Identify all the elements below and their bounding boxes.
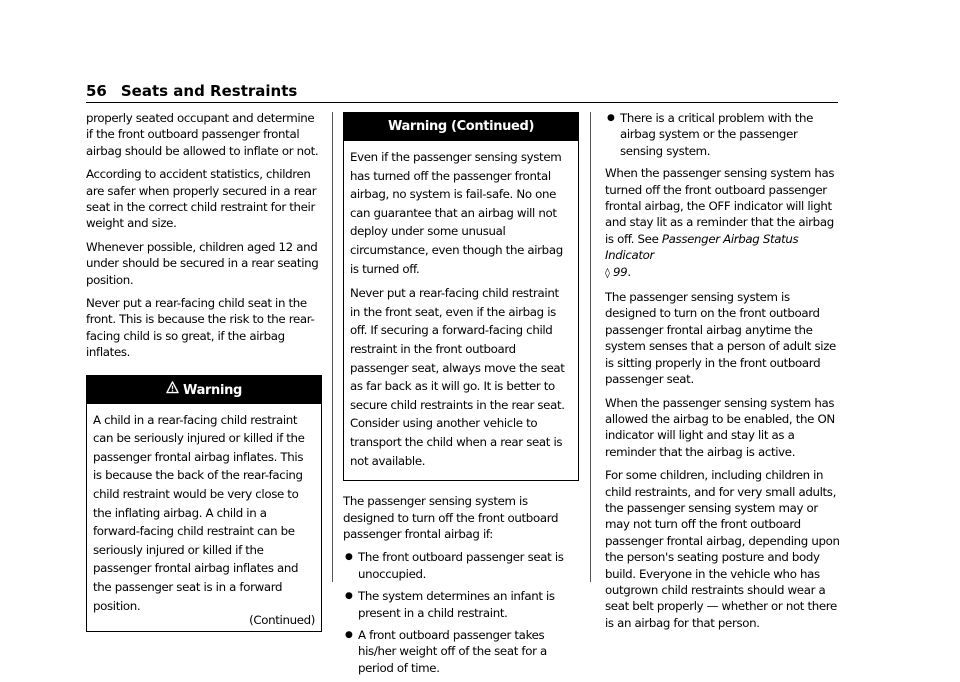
paragraph: For some children, including children in child restraints, and for very small adults, the passenger sensing system may or may not turn off the front outboard passenger frontal airbag, depending upon the person's seating posture and body build. Everyone in the vehicle who has outgrown child restraints should wear a seat belt properly — whether or not there is an airbag for that person. — [605, 468, 840, 630]
paragraph-text: When the passenger sensing system has turned off the front outboard passenger frontal airbag, the OFF indicator will light and stay lit as a reminder that the airbag is off. See — [605, 166, 835, 246]
column-middle — [343, 112, 579, 682]
list-item-text: The front outboard passenger seat is unoccupied. — [358, 550, 564, 581]
column-divider — [590, 112, 591, 582]
warning-title-bar — [87, 376, 321, 404]
warning-box — [86, 375, 322, 633]
cross-reference-link[interactable]: Passenger Airbag Status Indicator — [605, 231, 799, 263]
warning-title: Warning (Continued) — [387, 119, 535, 134]
list-item — [343, 549, 579, 582]
warning-title: Warning — [183, 382, 242, 398]
bullet-icon: ● — [345, 629, 353, 640]
list-item — [343, 627, 579, 676]
bullet-icon: ● — [607, 113, 615, 123]
warning-paragraph: Even if the passenger sensing system has turned off the passenger frontal airbag, no system is fail-safe. No one can guarantee that an airbag will not deploy under some unusual circumstance, even though the airbag is turned off. — [350, 150, 563, 276]
paragraph: The passenger sensing system is designed to turn off the front outboard passenger frontal airbag if: — [343, 494, 559, 541]
page-reference-icon: ◊ — [605, 267, 610, 279]
warning-title-bar — [344, 113, 578, 141]
paragraph: properly seated occupant and determine if the front outboard passenger frontal airbag should be allowed to inflate or not. — [86, 111, 319, 158]
column-left — [86, 110, 322, 632]
paragraph: According to accident statistics, children are safer when properly secured in a rear seat in the correct child restraint for their weight and size. — [86, 167, 317, 231]
warning-triangle-icon — [166, 376, 179, 404]
list-item — [605, 110, 841, 159]
paragraph: When the passenger sensing system has turned off the front outboard passenger frontal airbag, the OFF indicator will light and stay lit as a reminder that the airbag is off. See Passenger Airbag Status Indicator ◊ 99. — [605, 165, 841, 282]
warning-paragraph: Never put a rear-facing child restraint in the front seat, even if the airbag is off. If securing a forward-facing child restraint in the front outboard passenger seat, always move the seat as far back as it will go. It is better to secure child restraints in the rear seat. Consider using another vehicle to transport the child when a rear seat is not available. — [350, 286, 565, 468]
list-item-text: The system determines an infant is present in a child restraint. — [358, 589, 555, 620]
page-reference-number[interactable]: 99 — [613, 264, 628, 279]
header-rule — [86, 102, 838, 103]
continued-label: (Continued) — [249, 613, 315, 628]
list-item-text: There is a critical problem with the airbag system or the passenger sensing system. — [620, 111, 814, 158]
paragraph: Never put a rear-facing child seat in the front. This is because the risk to the rear-facing child is so great, if the airbag inflates. — [86, 296, 315, 360]
bullet-icon: ● — [345, 591, 353, 602]
bullet-icon: ● — [345, 552, 353, 563]
page-number: 56 — [86, 82, 107, 100]
warning-text: A child in a rear-facing child restraint can be seriously injured or killed if the passenger frontal airbag inflates. This is because the back of the rear-facing child restraint would be very close to the inflating airbag. A child in a forward-facing child restraint can be seriously injured or killed if the passenger frontal airbag inflates and the passenger seat is in a forward position. — [93, 412, 305, 613]
paragraph: The passenger sensing system is designed to turn on the front outboard passenger frontal airbag anytime the system senses that a person of adult size is sitting properly in the front outboard passenger seat. — [605, 290, 836, 387]
list-item — [343, 588, 579, 621]
warning-box-continued — [343, 112, 579, 481]
warning-body — [344, 141, 578, 480]
page-header — [86, 82, 297, 100]
warning-body — [87, 404, 321, 632]
paragraph: Whenever possible, children aged 12 and under should be secured in a rear seating position. — [86, 239, 319, 287]
paragraph: When the passenger sensing system has allowed the airbag to be enabled, the ON indicator will light and stay lit as a reminder that the airbag is active. — [605, 395, 835, 459]
column-divider — [332, 112, 333, 582]
bullet-list — [605, 110, 841, 159]
list-item-text: A front outboard passenger takes his/her weight off of the seat for a period of time. — [358, 627, 547, 675]
section-title: Seats and Restraints — [120, 82, 298, 100]
column-right — [605, 110, 841, 638]
bullet-list — [343, 549, 579, 676]
